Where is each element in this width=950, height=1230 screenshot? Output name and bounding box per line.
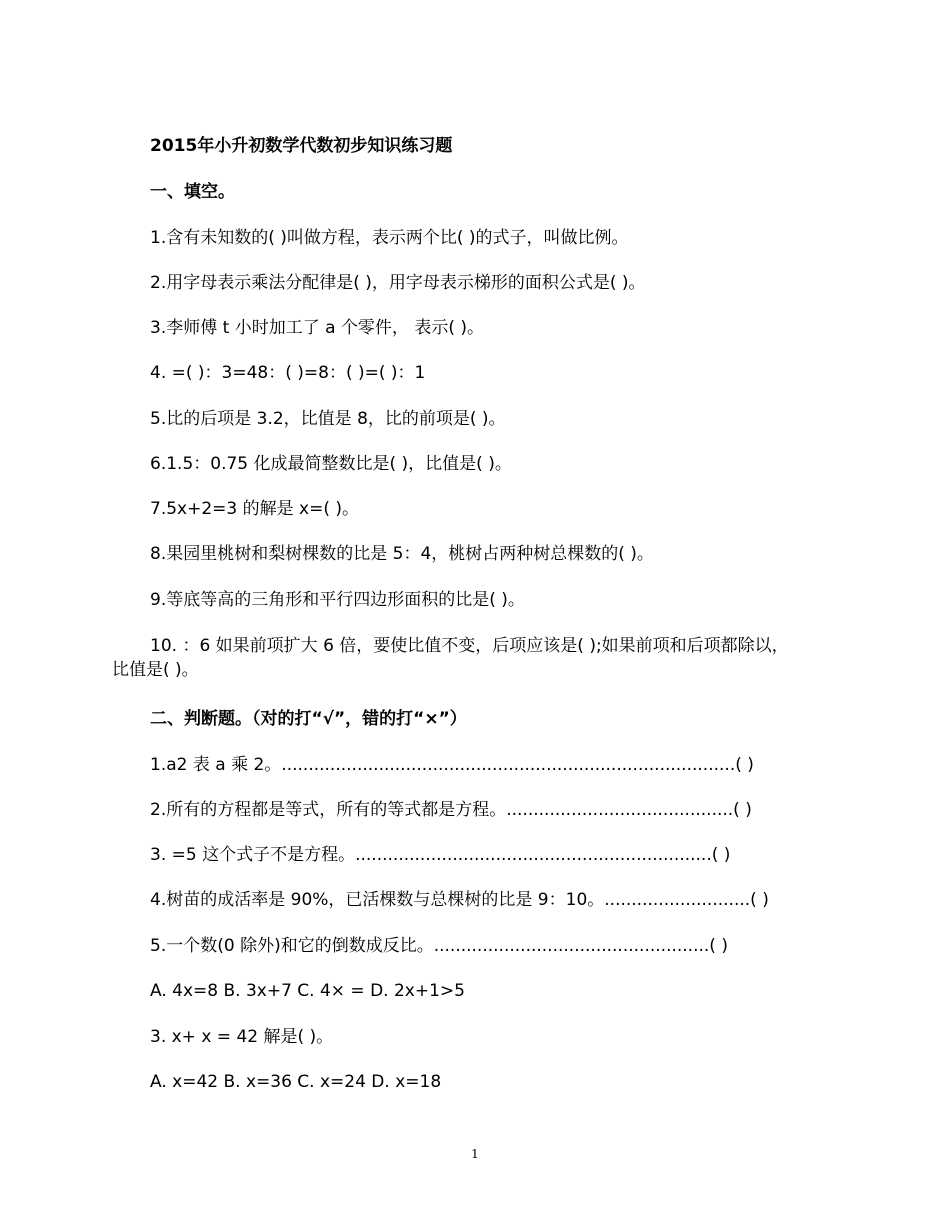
question-line: 8.果园里桃树和梨树棵数的比是 5：4，桃树占两种树总棵数的( )。 <box>150 544 654 564</box>
page-number: 1 <box>471 1147 479 1161</box>
question-line: 6.1.5：0.75 化成最简整数比是( )，比值是( )。 <box>150 454 512 474</box>
judgment-line: 3. =5 这个式子不是方程。..................................................................( ) <box>150 845 731 865</box>
judgment-line: 1.a2 表 a 乘 2。....................................................................................( ) <box>150 755 754 775</box>
judgment-line: 2.所有的方程都是等式，所有的等式都是方程。..........................................( ) <box>150 800 752 820</box>
document-title: 2015年小升初数学代数初步知识练习题 <box>150 136 453 156</box>
judgment-line: 5.一个数(0 除外)和它的倒数成反比。...................................................( ) <box>150 936 728 956</box>
question-10-line-1: 10. ：6 如果前项扩大 6 倍，要使比值不变，后项应该是( );如果前项和后项都除以， <box>150 636 789 656</box>
question-line: 5.比的后项是 3.2，比值是 8，比的前项是( )。 <box>150 409 506 429</box>
choice-options: A. x=42 B. x=36 C. x=24 D. x=18 <box>150 1072 442 1092</box>
section-heading-fill-blank: 一、填空。 <box>150 182 235 202</box>
question-line: 3.李师傅 t 小时加工了 a 个零件， 表示( )。 <box>150 318 484 338</box>
choice-options: A. 4x=8 B. 3x+7 C. 4× = D. 2x+1>5 <box>150 981 465 1001</box>
question-10-line-2: 比值是( )。 <box>112 660 199 680</box>
question-line: 3. x+ x = 42 解是( )。 <box>150 1027 334 1047</box>
section-heading-true-false: 二、判断题。（对的打“√”，错的打“×”） <box>150 709 467 729</box>
question-line: 9.等底等高的三角形和平行四边形面积的比是( )。 <box>150 590 525 610</box>
question-line: 7.5x+2=3 的解是 x=( )。 <box>150 499 359 519</box>
question-line: 1.含有未知数的( )叫做方程，表示两个比( )的式子，叫做比例。 <box>150 228 629 248</box>
question-line: 4. =( )：3=48：( )=8：( )=( )：1 <box>150 363 426 383</box>
judgment-line: 4.树苗的成活率是 90%，已活棵数与总棵树的比是 9：10。...........................( ) <box>150 890 769 910</box>
question-10 <box>112 634 832 682</box>
question-line: 2.用字母表示乘法分配律是( )，用字母表示梯形的面积公式是( )。 <box>150 273 646 293</box>
